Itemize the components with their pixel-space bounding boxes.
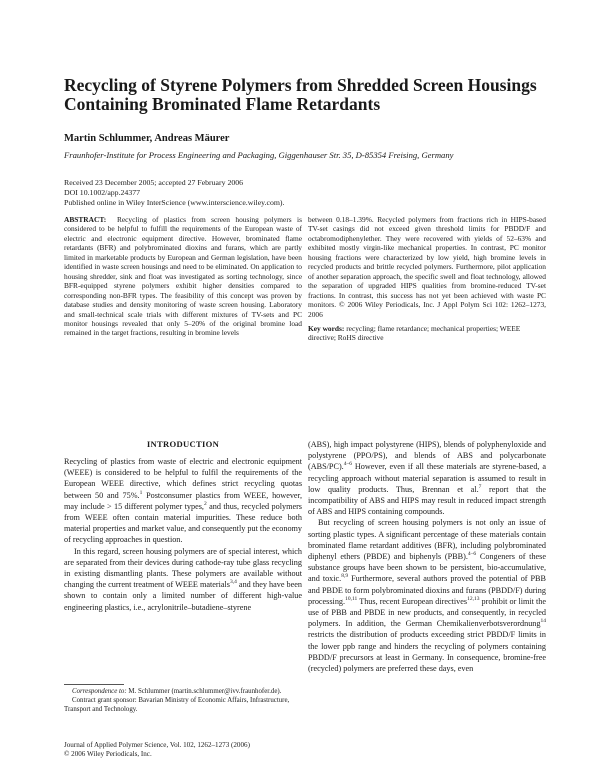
text-run: Congeners of these substance groups have been shown to be persistent, bio-accumulative, and toxic. — [308, 552, 546, 584]
text-run: In this regard, screen housing polymers are of special interest, which are separated from their devices during cathode-ray tube glass recycling in existing dismantling plants. These polymers are available without changing the current treatment of WEEE materials — [64, 546, 302, 590]
published-online: Published online in Wiley InterScience (www.interscience.wiley.com). — [64, 197, 285, 207]
text-run: (ABS), high impact polystyrene (HIPS), blends of polyphenyloxide and polystyrene (PPO/PS), and blends of ABS and polycarbonate (ABS/PC). — [308, 440, 546, 472]
paragraph — [308, 439, 546, 517]
text-run: But recycling of screen housing polymers is not only an issue of sorting plastic types. A significant percentage of these materials contain brominated flame retardant additives (BFR), including polybrominated diphenyl ethers (PBDE) and biphenyls (PBB). — [308, 518, 546, 562]
text-run: Furthermore, several authors proved the potential of PBB and PBDE to form polybrominated dioxins and furans (PBDD/F) during processing. — [308, 574, 546, 606]
citation-ref: 7 — [478, 483, 482, 490]
correspondence-note — [64, 688, 302, 697]
abstract-text-left: Recycling of plastics from screen housing polymers is considered to be helpful to fulfill the requirements of the European waste of electric and electronic equipment directive. However, brominated flame retardants (BFR) and polybrominated dioxins and furans, which are partly limited in marketable products by European and German legislation, have been identified in waste screen housings and need to be eliminated. On application to housing shredder, sink and float was investigated as sorting technology, since BFR-equipped styrene polymers exhibit higher densities compared to corresponding non-BFR types. The feasibility of this concept was proven by database studies and density monitoring of waste screen housing. Laboratory and small-technical scale trials with different mixtures of TV-sets and PC monitor housings revealed that only 5–20% of the original bromine load remained in the target fractions, resulting in bromine levels — [64, 215, 302, 338]
citation-ref: 2 — [203, 500, 207, 507]
correspondence-label: Correspondence to: — [72, 688, 127, 695]
text-run: Recycling of plastics from waste of electric and electronic equipment (WEEE) is considered to be helpful to fulfil the requirements of the European WEEE directive, which defines strict recycling quotas between 50 and 75%. — [64, 457, 302, 500]
introduction-left-column — [64, 456, 302, 613]
text-run: Postconsumer plastics from WEEE, however, may include > 15 different polymer types, — [64, 490, 302, 511]
abstract-right-column — [308, 215, 546, 319]
keywords-label: Key words: — [308, 324, 345, 333]
grant-note: Contract grant sponsor: Bavarian Ministry of Economic Affairs, Infrastructure, Transport and Technology. — [64, 696, 290, 713]
copyright-line: © 2006 Wiley Periodicals, Inc. — [64, 750, 152, 758]
publication-info — [64, 178, 284, 207]
abstract-text-right: between 0.18–1.39%. Recycled polymers from fractions rich in HIPS-based TV-set casings did not exceed given threshold limits for PBDD/F and octabromodiphenylether. They were recovered with yields of 52–63% and exhibited mostly virgin-like mechanical properties. In contrast, PC monitor housing fractions were characterized by low yield, high bromine levels in recycled products and brittle recycled polymers. Furthermore, pilot application of another separation approach, the specific swell and float technology, allowed the separation of upgraded HIPS qualities from bromine-reduced TV-set fractions. In contrast, this success has not yet been achieved with waste PC monitors. © 2006 Wiley Periodicals, Inc. J Appl Polym Sci 102: 1262–1273, 2006 — [308, 215, 546, 319]
journal-line: Journal of Applied Polymer Science, Vol. 102, 1262–1273 (2006) — [64, 741, 250, 749]
citation-ref: 14 — [540, 618, 546, 625]
text-run: and thus, recycled polymers from WEEE often contain material impurities. These reduce both material properties and market value, and consequently put the economy of recycling approaches in question. — [64, 501, 302, 545]
text-run: restricts the distribution of products exceeding strict PBDD/F limits in the lower ppb range and hinders the recycling of polymers containing PBDD/F precursors at least in Germany. In consequence, bromine-free (recycled) polymers are preferred these days, even — [308, 630, 546, 674]
section-heading-introduction: INTRODUCTION — [146, 439, 220, 449]
received-date: Received 23 December 2005; accepted 27 February 2006 — [64, 178, 244, 187]
citation-ref: 12,13 — [467, 595, 480, 602]
paragraph — [308, 517, 546, 674]
keywords-text: recycling; flame retardance; mechanical properties; WEEE directive; RoHS directive — [308, 324, 521, 343]
citation-ref: 1 — [139, 489, 143, 496]
paragraph — [64, 546, 302, 613]
footnote-rule — [64, 684, 124, 685]
doi: DOI 10.1002/app.24377 — [64, 187, 141, 197]
citation-ref: 4–6 — [467, 551, 477, 558]
author-list: Martin Schlummer, Andreas Mäurer — [64, 133, 230, 144]
abstract-left-column — [64, 215, 302, 338]
journal-citation — [64, 741, 302, 759]
citation-ref: 8,9 — [341, 573, 349, 580]
article-title: Recycling of Styrene Polymers from Shredded Screen Housings Containing Brominated Flame Retardants — [64, 75, 537, 114]
footnotes — [64, 688, 302, 714]
abstract-label: ABSTRACT: — [64, 215, 107, 224]
author-affiliation: Fraunhofer-Institute for Process Engineering and Packaging, Giggenhauser Str. 35, D-85354 Freising, Germany — [64, 150, 454, 160]
citation-ref: 10,11 — [345, 595, 358, 602]
text-run: Thus, recent European directives — [357, 596, 468, 606]
text-run: and they have been shown to contain only a limited number of different high-value engineering plastics, i.e., acrylonitrile–butadiene–styrene — [64, 580, 302, 612]
text-run: However, even if all these materials are styrene-based, a recycling approach without material separation is assumed to result in low quality products. Thus, Brennan et al. — [308, 462, 546, 494]
correspondence-text: M. Schlummer (martin.schlummer@ivv.fraunhofer.de). — [126, 688, 282, 695]
text-run: prohibit or limit the use of PBB and PBDE in new products, and consequently, in recycled polymers. In addition, the German Chemikalienverbotsverordnung — [308, 596, 546, 629]
text-run: report that the incompatibility of ABS and HIPS may result in reduced impact strength of ABS and HIPS containing compounds. — [308, 484, 546, 517]
introduction-right-column — [308, 439, 546, 674]
citation-ref: 3,4 — [229, 579, 237, 586]
paragraph — [64, 456, 302, 546]
citation-ref: 4–6 — [343, 461, 352, 468]
keywords — [308, 324, 546, 343]
